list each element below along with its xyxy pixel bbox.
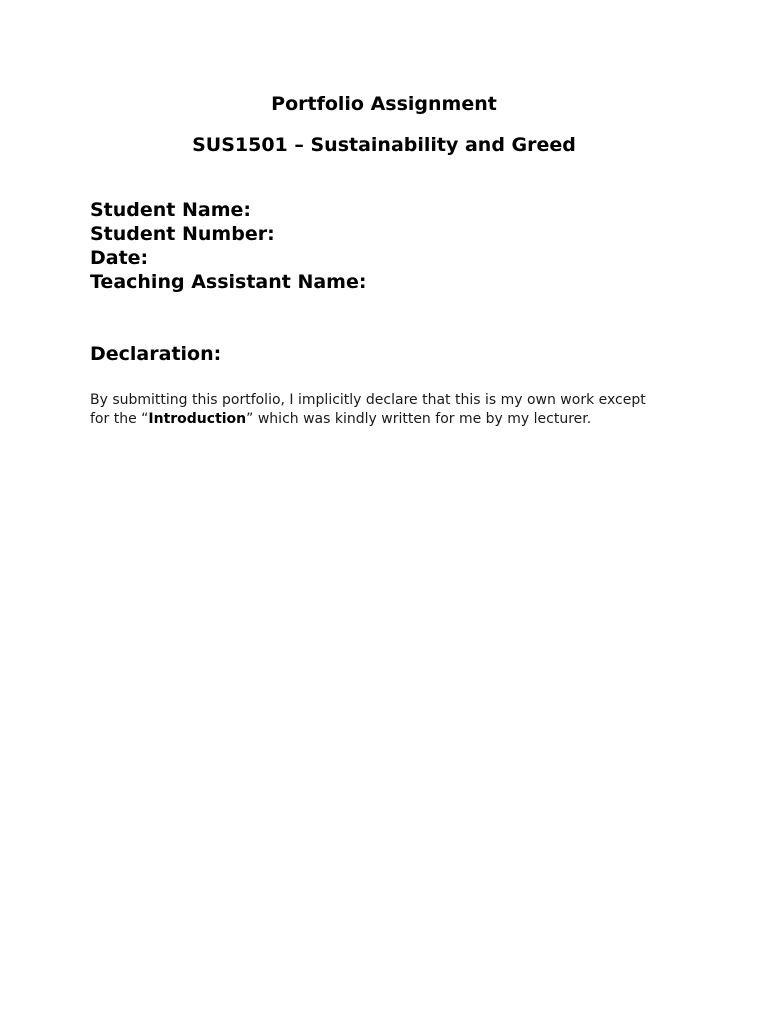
- document-title: Portfolio Assignment: [271, 93, 497, 115]
- course-title: SUS1501 – Sustainability and Greed: [192, 134, 576, 156]
- declaration-text: [90, 391, 650, 428]
- field-date: Date:: [90, 247, 149, 269]
- field-student-number: Student Number:: [90, 223, 275, 245]
- student-details: [90, 198, 366, 294]
- field-student-name: Student Name:: [90, 199, 252, 221]
- field-teaching-assistant-name: Teaching Assistant Name:: [90, 271, 367, 293]
- declaration-heading: Declaration:: [90, 343, 222, 365]
- declaration-emphasis: Introduction: [148, 410, 247, 427]
- declaration-text-before: By submitting this portfolio, I implicitly declare that this is my own work except for the “: [90, 392, 646, 427]
- declaration-text-after: ” which was kindly written for me by my lecturer.: [246, 410, 592, 427]
